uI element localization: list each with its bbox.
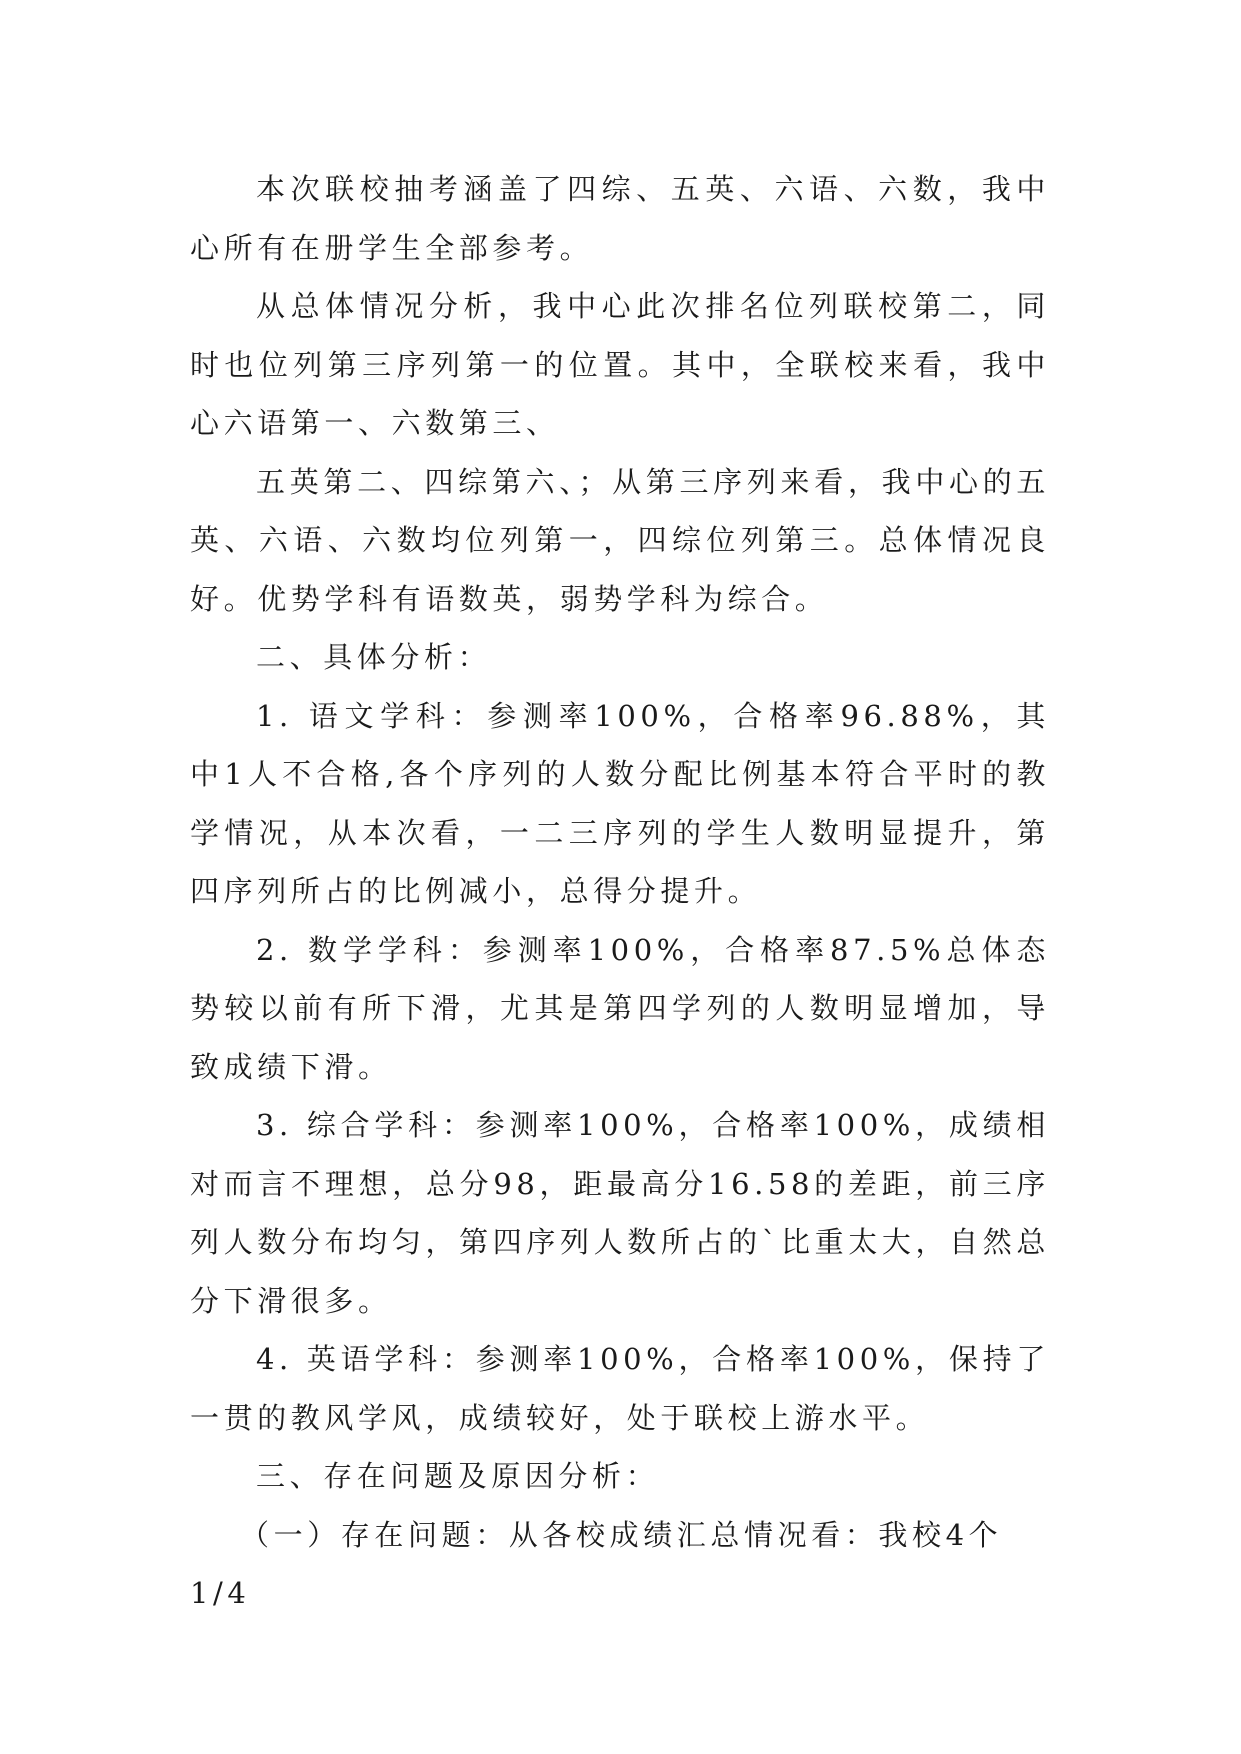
paragraph-comprehensive-subject: 3. 综合学科：参测率100%，合格率100%，成绩相对而言不理想，总分98，距最高分16.58的差距，前三序列人数分布均匀，第四序列人数所占的`比重太大，自然总分下滑很多。 — [190, 1108, 1050, 1318]
paragraph-overall-ranking: 从总体情况分析，我中心此次排名位列联校第二，同时也位列第三序列第一的位置。其中，全联校来看，我中心六语第一、六数第三、 — [190, 289, 1050, 440]
paragraph-math-subject: 2. 数学学科：参测率100%，合格率87.5%总体态势较以前有所下滑，尤其是第四学列的人数明显增加，导致成绩下滑。 — [190, 932, 1050, 1084]
document-body — [190, 160, 1050, 1623]
paragraph-existing-problems: （一）存在问题：从各校成绩汇总情况看：我校4个1/4 — [190, 1517, 1003, 1610]
paragraph-subject-ranking: 五英第二、四综第六、；从第三序列来看，我中心的五英、六语、六数均位列第一，四综位列第三。总体情况良好。优势学科有语数英，弱势学科为综合。 — [190, 464, 1050, 616]
paragraph-exam-coverage: 本次联校抽考涵盖了四综、五英、六语、六数，我中心所有在册学生全部参考。 — [190, 172, 1050, 265]
heading-problems-analysis: 三、存在问题及原因分析： — [256, 1459, 660, 1493]
paragraph-chinese-subject: 1. 语文学科：参测率100%，合格率96.88%，其中1人不合格,各个序列的人数分配比例基本符合平时的教学情况，从本次看，一二三序列的学生人数明显提升，第四序列所占的比例减小，总得分提升。 — [190, 698, 1050, 908]
heading-specific-analysis: 二、具体分析： — [256, 640, 492, 674]
paragraph-english-subject: 4. 英语学科：参测率100%，合格率100%，保持了一贯的教风学风，成绩较好，处于联校上游水平。 — [190, 1342, 1050, 1435]
